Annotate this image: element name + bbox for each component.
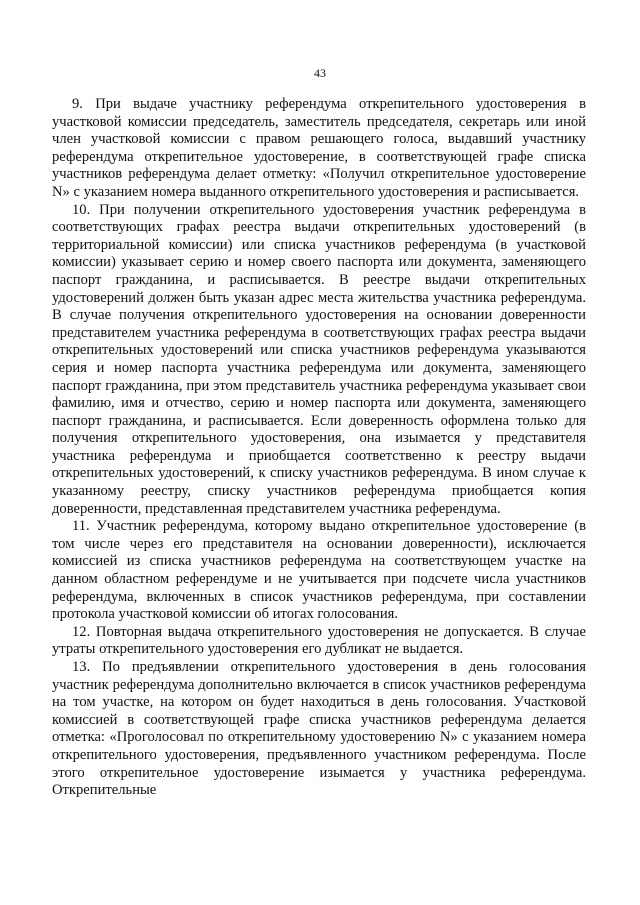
paragraph-11: 11. Участник референдума, которому выдано открепительное удостоверение (в том числе через его представителя на основании доверенности), исключается комиссией из списка участников референдума на соответствующем участке на данном областном референдуме и не учитывается при подсчете числа участников референдума, включенных в список участников референдума, при составлении протокола участковой комиссии об итогах голосования. <box>52 518 586 623</box>
paragraph-9: 9. При выдаче участнику референдума открепительного удостоверения в участковой комиссии председатель, заместитель председателя, секретарь или иной член участковой комиссии с правом решающего голоса, выдавший участнику референдума открепительное удостоверение, в соответствующей графе списка участников референдума делает отметку: «Получил открепительное удостоверение N» с указанием номера выданного открепительного удостоверения и расписывается. <box>52 96 586 200</box>
paragraph-13: 13. По предъявлении открепительного удостоверения в день голосования участник референдума дополнительно включается в список участников референдума на том участке, на котором он будет находиться в день голосования. Участковой комиссией в соответствующей графе списка участников референдума делается отметка: «Проголосовал по открепительному удостоверению N» с указанием номера открепительного удостоверения, предъявленного участником референдума. После этого открепительное удостоверение изымается у участника референдума. Открепительные <box>52 659 586 799</box>
paragraph-12: 12. Повторная выдача открепительного удостоверения не допускается. В случае утраты открепительного удостоверения его дубликат не выдается. <box>52 623 586 658</box>
paragraph-10: 10. При получении открепительного удостоверения участник референдума в соответствующих графах реестра выдачи открепительных удостоверений (в территориальной комиссии) или списка участников референдума (в участковой комиссии) указывает серию и номер своего паспорта или документа, заменяющего паспорт гражданина, и расписывается. В реестре выдачи открепительных удостоверений должен быть указан адрес места жительства участника референдума. В случае получения открепительного удостоверения на основании доверенности представителем участника референдума в соответствующих графах реестра выдачи открепительных удостоверений или списка участников референдума указываются серия и номер паспорта участника референдума или документа, заменяющего паспорт гражданина, при этом представитель участника референдума указывает свои фамилию, имя и отчество, серию и номер паспорта или документа, заменяющего паспорт гражданина, и расписывается. Если доверенность оформлена только для получения открепительного удостоверения, она изымается у представителя участника референдума и приобщается соответственно к реестру выдачи открепительных удостоверений, к списку участников референдума. В ином случае к указанному реестру, списку участников референдума приобщается копия доверенности, представленная представителем участника референдума. <box>52 201 586 517</box>
document-body <box>52 96 586 800</box>
page-number: 43 <box>314 66 326 80</box>
